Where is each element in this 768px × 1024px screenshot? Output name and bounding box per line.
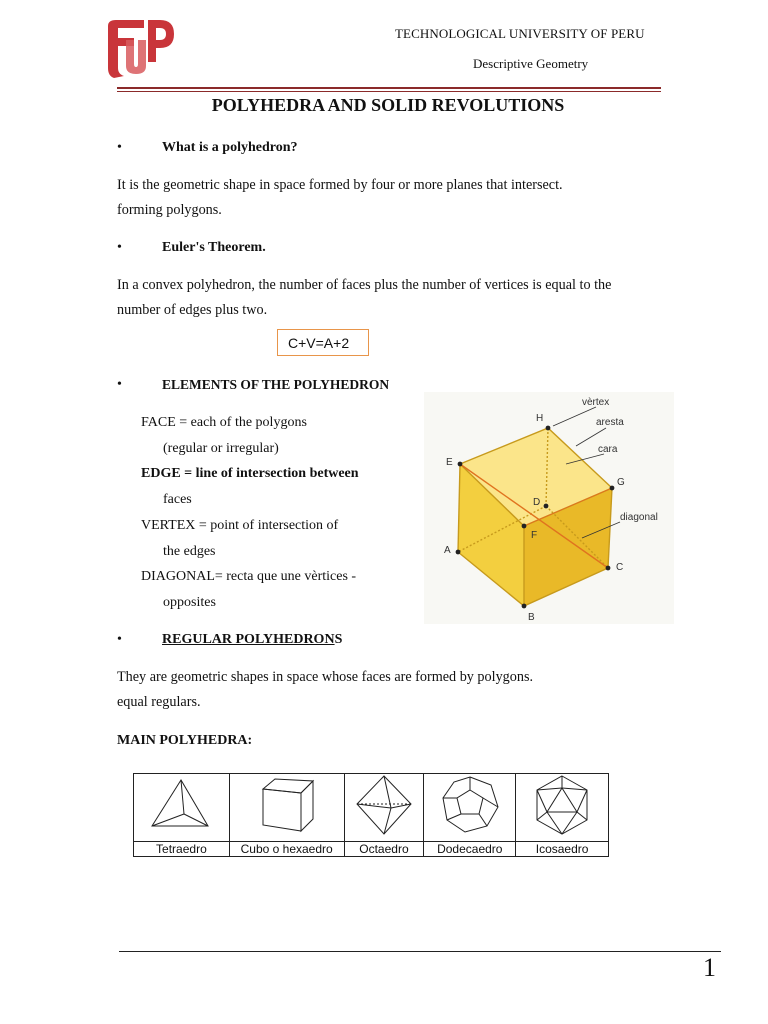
tetrahedron-drawing [146, 776, 216, 834]
heading-euler-theorem: Euler's Theorem. [162, 240, 266, 255]
euler-statement [117, 273, 677, 323]
cube-diagram [424, 392, 674, 624]
footer-rule [119, 951, 721, 952]
euler-formula-box: C+V=A+2 [277, 329, 369, 356]
list-item-continuation: faces [163, 492, 192, 508]
polyhedron-definition [117, 173, 677, 223]
list-item-continuation: (regular or irregular) [163, 440, 279, 456]
list-item: VERTEX = point of intersection of [141, 517, 339, 533]
vertex-dot [522, 524, 527, 529]
course-name: Descriptive Geometry [473, 56, 589, 71]
heading-main-polyhedra: MAIN POLYHEDRA: [117, 733, 253, 748]
list-item: EDGE = line of intersection between [141, 466, 359, 482]
text-line: It is the geometric shape in space formed by four or more planes that intersect. [117, 177, 563, 193]
text-line: number of edges plus two. [117, 302, 268, 318]
dodecahedron-cell [424, 774, 516, 842]
table-label: Tetraedro [134, 842, 230, 857]
annotation-cara: cara [598, 444, 618, 455]
hexahedron-drawing [251, 775, 323, 835]
table-label: Icosaedro [516, 842, 609, 857]
bullet: • [117, 377, 122, 392]
polyhedra-table [133, 773, 609, 855]
vertex-dot [610, 486, 615, 491]
annotation-aresta: aresta [596, 417, 624, 428]
header-rule [117, 87, 661, 89]
heading-regular-polyhedrons: REGULAR POLYHEDRONS [162, 632, 343, 647]
table-label: Dodecaedro [424, 842, 516, 857]
tetrahedron-cell [134, 774, 230, 842]
bullet: • [117, 240, 122, 255]
annotation-diagonal: diagonal [620, 512, 658, 523]
icosahedron-cell [516, 774, 609, 842]
cube-cell [229, 774, 344, 842]
annotation-vertex: vèrtex [582, 397, 610, 408]
vertex-dot [522, 604, 527, 609]
vertex-label-c: C [616, 562, 624, 573]
text-line: They are geometric shapes in space whose faces are formed by polygons. [117, 669, 534, 685]
university-logo [104, 16, 176, 80]
bullet: • [117, 632, 122, 647]
page-number: 1 [703, 953, 716, 982]
vertex-dot [458, 462, 463, 467]
vertex-label-g: G [617, 477, 625, 488]
vertex-label-d: D [533, 497, 541, 508]
vertex-dot [544, 504, 549, 509]
heading-elements: ELEMENTS OF THE POLYHEDRON [162, 377, 390, 392]
table-label: Octaedro [344, 842, 424, 857]
page-title: POLYHEDRA AND SOLID REVOLUTIONS [211, 95, 565, 115]
vertex-dot [456, 550, 461, 555]
vertex-label-b: B [528, 612, 535, 623]
text-line: forming polygons. [117, 202, 222, 218]
vertex-dot [606, 566, 611, 571]
text-line: equal regulars. [117, 694, 201, 710]
list-item: DIAGONAL= recta que une vèrtices - [141, 569, 357, 585]
dodecahedron-drawing [439, 774, 501, 836]
list-item-continuation: the edges [163, 543, 216, 559]
list-item: FACE = each of the polygons [141, 415, 307, 430]
university-name: TECHNOLOGICAL UNIVERSITY OF PERU [395, 26, 645, 41]
vertex-label-a: A [444, 545, 451, 556]
header-rule-thin [117, 91, 661, 92]
vertex-label-e: E [446, 457, 453, 468]
regular-polyhedrons-text [117, 665, 677, 715]
icosahedron-drawing [531, 774, 593, 836]
text-line: In a convex polyhedron, the number of faces plus the number of vertices is equal to the [117, 277, 612, 293]
heading-what-is-polyhedron: What is a polyhedron? [162, 140, 298, 155]
list-item-continuation: opposites [163, 594, 216, 610]
octahedron-drawing [351, 774, 417, 836]
bullet: • [117, 140, 122, 155]
table-label: Cubo o hexaedro [229, 842, 344, 857]
vertex-dot [546, 426, 551, 431]
vertex-label-f: F [531, 530, 538, 541]
elements-list [141, 410, 359, 616]
vertex-label-h: H [536, 413, 544, 424]
octahedron-cell [344, 774, 424, 842]
